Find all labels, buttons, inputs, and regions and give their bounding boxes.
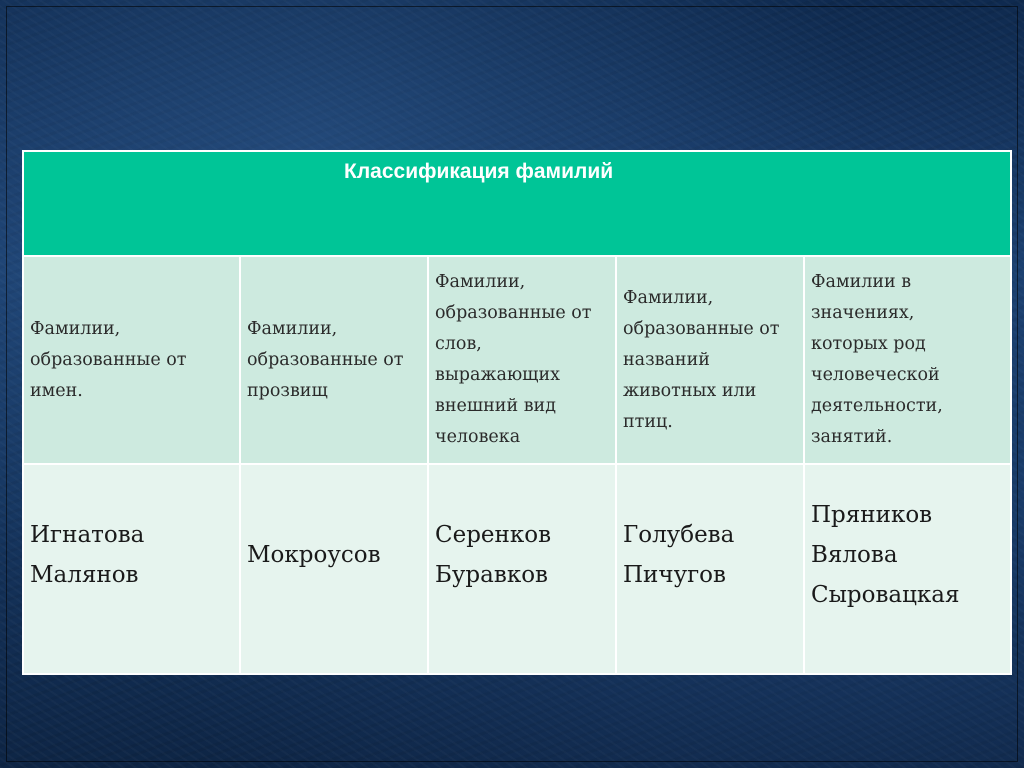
category-text-line: Фамилии,	[247, 318, 338, 339]
example-cell-names	[23, 464, 240, 674]
surname-classification-table	[22, 150, 1012, 675]
category-cell-names	[23, 256, 240, 464]
category-text-line: деятельности,	[811, 396, 943, 416]
category-cell-nicknames	[240, 256, 428, 464]
category-text-line: животных или	[623, 380, 757, 401]
category-row	[23, 256, 1011, 464]
category-cell-animals	[616, 256, 804, 464]
example-cell-animals	[616, 464, 804, 674]
category-text-line: образованные от	[30, 349, 187, 370]
category-text-line: Фамилии в	[811, 272, 912, 292]
example-group	[623, 515, 797, 595]
example-surname: Сыровацкая	[811, 582, 960, 608]
example-surname: Мокроусов	[247, 542, 381, 568]
example-cell-occupations	[804, 464, 1011, 674]
category-text-line: названий	[623, 349, 710, 370]
example-group	[30, 515, 233, 595]
example-cell-nicknames	[240, 464, 428, 674]
category-text-line: птиц.	[623, 411, 673, 432]
example-group	[811, 495, 1004, 615]
category-text-line: прозвищ	[247, 380, 328, 401]
category-text-line: внешний вид	[435, 396, 556, 416]
category-text-line: занятий.	[811, 427, 893, 447]
category-text-line: выражающих	[435, 365, 560, 385]
example-surname: Вялова	[811, 542, 898, 568]
category-text-line: слов,	[435, 334, 482, 354]
example-surname: Пичугов	[623, 562, 726, 588]
category-text-line: образованные от	[435, 303, 592, 323]
example-surname: Буравков	[435, 562, 548, 588]
category-text-line: образованные от	[623, 318, 780, 339]
example-surname: Голубева	[623, 522, 735, 548]
example-surname: Малянов	[30, 562, 139, 588]
category-text-line: имен.	[30, 380, 83, 401]
category-text-line: Фамилии,	[435, 272, 526, 292]
category-text-line: Фамилии,	[30, 318, 121, 339]
table-header-row	[23, 151, 1011, 256]
category-text-line: которых род	[811, 334, 926, 354]
example-row	[23, 464, 1011, 674]
example-group	[247, 535, 421, 575]
category-text-line: образованные от	[247, 349, 404, 370]
table-title: Классификация фамилий	[23, 151, 1011, 256]
category-cell-appearance	[428, 256, 616, 464]
category-text-line: человеческой	[811, 365, 940, 385]
category-cell-occupations	[804, 256, 1011, 464]
example-surname: Серенков	[435, 522, 552, 548]
category-text-line: Фамилии,	[623, 287, 714, 308]
example-cell-appearance	[428, 464, 616, 674]
category-text-line: значениях,	[811, 303, 915, 323]
example-surname: Игнатова	[30, 522, 145, 548]
category-text-line: человека	[435, 427, 521, 447]
example-surname: Пряников	[811, 502, 933, 528]
example-group	[435, 515, 609, 595]
